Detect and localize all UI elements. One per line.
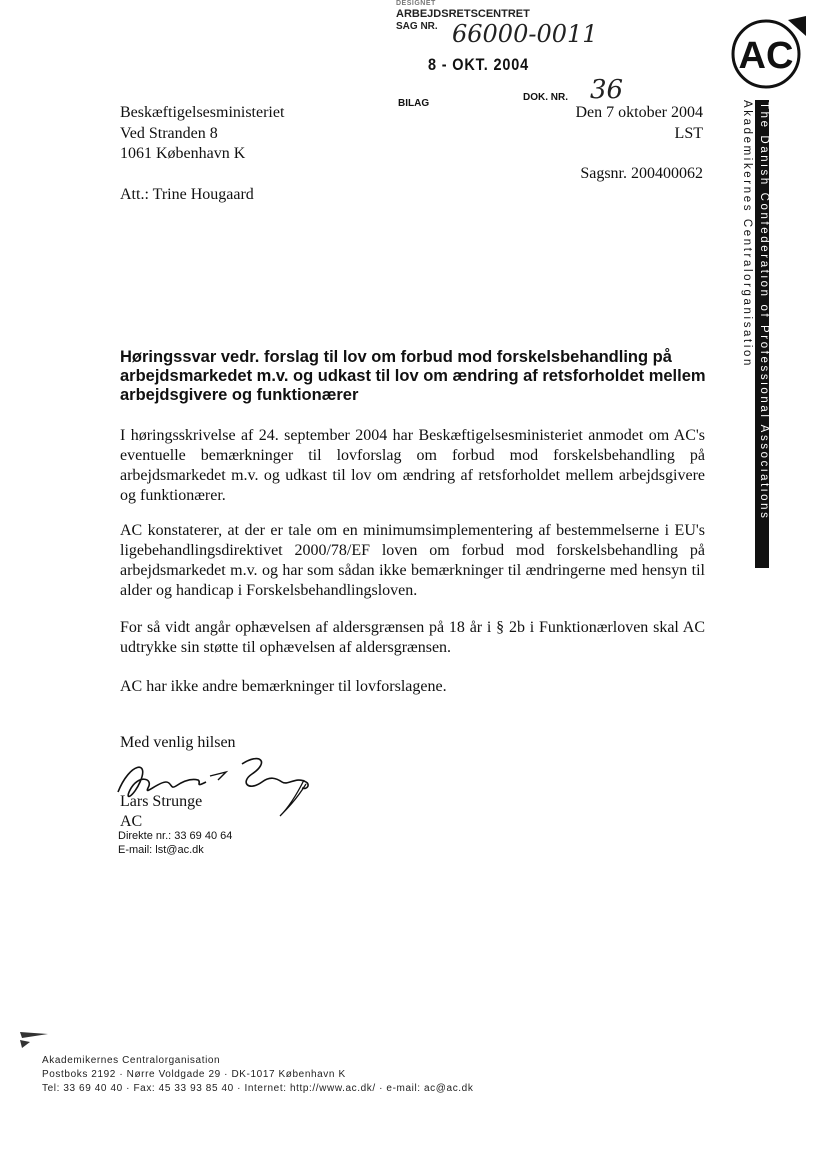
recipient-name: Beskæftigelsesministeriet (120, 104, 285, 121)
sender-contact (118, 829, 232, 857)
letter-case-ref: Sagsnr. 200400062 (580, 165, 703, 182)
closing-block (120, 792, 202, 832)
footer-mark-icon (18, 1030, 50, 1052)
stamp-bilag-label: BILAG (398, 98, 430, 109)
letter-date: Den 7 oktober 2004 (575, 104, 703, 121)
recipient-attention: Att.: Trine Hougaard (120, 185, 254, 203)
body-paragraph-3: For så vidt angår ophævelsen af aldersgrænsen på 18 år i § 2b i Funktionærloven skal AC udtrykke sin støtte til ophævelsen af aldersgrænsen. (120, 619, 705, 656)
letter-heading: Høringssvar vedr. forslag til lov om forbud mod forskelsbehandling på arbejdsmarkedet m.v. og udkast til lov om ændring af retsforholdet mellem arbejdsgivere og funktionærer (120, 348, 706, 404)
sender-org: AC (120, 813, 143, 830)
stamp-case-label: SAG NR. (396, 21, 438, 32)
sender-name: Lars Strunge (120, 793, 203, 810)
ac-logo (726, 14, 806, 92)
letter-initials: LST (674, 124, 703, 142)
stamp-header-fragment: DESIGNET (396, 0, 436, 7)
body-paragraph-2: AC konstaterer, at der er tale om en minimumsimplementering af bestemmelserne i EU's ligebehandlingsdirektivet 2000/78/EF loven om forbud mod forskelsbehandling på arbejdsmarkedet m.v. og har som sådan ikke bemærkninger til ændringerne med hensyn til alder og handicap i Forskelsbehandlingsloven. (120, 522, 705, 599)
stamp-office: ARBEJDSRETSCENTRET (396, 8, 530, 20)
recipient-address (120, 103, 284, 205)
letter-meta (575, 103, 703, 185)
body-paragraph-1: I høringsskrivelse af 24. september 2004 har Beskæftigelsesministeriet anmodet om AC's eventuelle bemærkninger til lovforslag om forbud mod forskelsbehandling på arbejdsmarkedet m.v. og udkast til lov om ændring af retsforholdet mellem arbejdsgivere og funktionærer. (120, 427, 705, 504)
ac-logo-text: AC (738, 35, 794, 77)
recipient-city: 1061 København K (120, 145, 246, 162)
recipient-street: Ved Stranden 8 (120, 124, 218, 142)
stamp-case-number: 66000-0011 (452, 20, 598, 48)
footer-contact: Tel: 33 69 40 40 · Fax: 45 33 93 85 40 · Internet: http://www.ac.dk/ · e-mail: ac@ac.dk (42, 1083, 474, 1094)
stamp-received-date: 8 - OKT. 2004 (428, 55, 530, 74)
stamp-dok-number: 36 (590, 75, 624, 105)
body-paragraph-4: AC har ikke andre bemærkninger til lovforslagene. (120, 678, 447, 695)
side-band-text-english: The Danish Confederation of Professional Associations (758, 102, 770, 521)
footer-address: Postboks 2192 · Nørre Voldgade 29 · DK-1017 København K (42, 1069, 346, 1080)
closing-greeting: Med venlig hilsen (120, 734, 236, 751)
sender-email: E-mail: lst@ac.dk (118, 844, 204, 856)
side-band-text-danish: Akademikernes Centralorganisation (741, 100, 753, 368)
stamp-dok-label: DOK. NR. (523, 92, 568, 103)
footer-org: Akademikernes Centralorganisation (42, 1055, 221, 1066)
sender-direct-number: Direkte nr.: 33 69 40 64 (118, 830, 233, 842)
